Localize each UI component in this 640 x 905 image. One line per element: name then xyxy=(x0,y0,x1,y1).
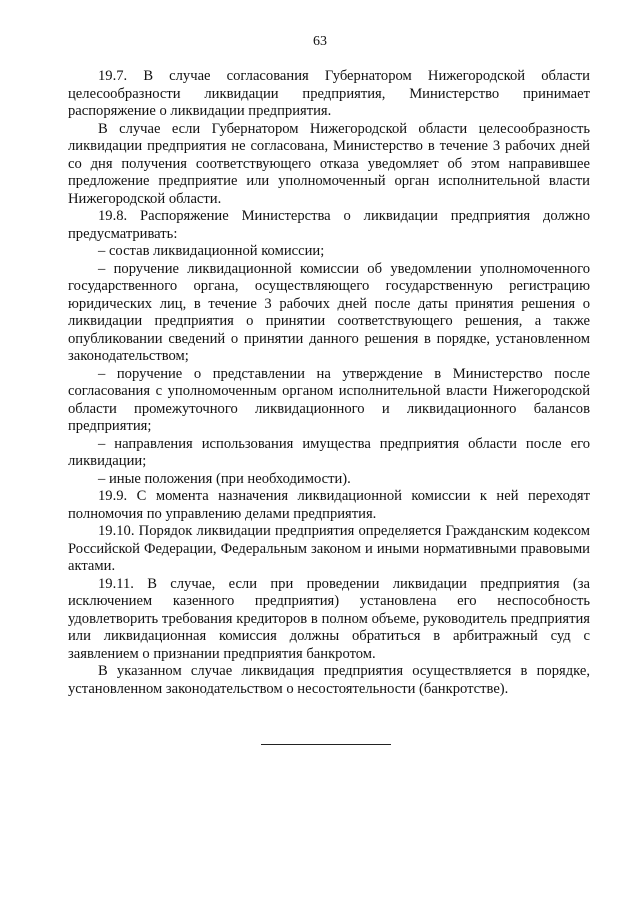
page-number: 63 xyxy=(313,34,327,49)
list-item-commission-composition: – состав ликвидационной комиссии; xyxy=(98,243,325,259)
list-item-property-use: – направления использования имущества предприятия области после его ликвидации; xyxy=(68,435,590,469)
document-body xyxy=(68,68,590,698)
list-item-notification-instruction: – поручение ликвидационной комиссии об уведомлении уполномоченного государственного органа, осуществляющего государственную регистрацию юридических лиц, в течение 3 рабочих дней после даты принятия решения о ликвидации предприятия о принятии соответствующего решения, а также опубликовании сведений о принятии данного решения в порядке, установленном законодательством; xyxy=(68,260,590,364)
paragraph-19-7: 19.7. В случае согласования Губернатором Нижегородской области целесообразности ликвидации предприятия, Министерство принимает распоряжение о ликвидации предприятия. xyxy=(68,68,590,119)
closing-divider xyxy=(261,744,391,745)
paragraph-19-9: 19.9. С момента назначения ликвидационной комиссии к ней переходят полномочия по управлению делами предприятия. xyxy=(68,488,590,522)
list-item-balance-approval: – поручение о представлении на утверждение в Министерство после согласования с уполномоченным органом исполнительной власти Нижегородской области промежуточного ликвидационного и ликвидационного балансов предприятия; xyxy=(68,365,590,434)
paragraph-bankruptcy-procedure: В указанном случае ликвидация предприятия осуществляется в порядке, установленном законодательством о несостоятельности (банкротстве). xyxy=(68,663,590,697)
paragraph-19-10: 19.10. Порядок ликвидации предприятия определяется Гражданским кодексом Российской Федерации, Федеральным законом и иными нормативными правовыми актами. xyxy=(68,523,590,574)
paragraph-19-11: 19.11. В случае, если при проведении ликвидации предприятия (за исключением казенного предприятия) установлена его неспособность удовлетворить требования кредиторов в полном объеме, руководитель предприятия или ликвидационная комиссия должны обратиться в арбитражный суд с заявлением о признании предприятия банкротом. xyxy=(68,575,590,662)
list-item-other-provisions: – иные положения (при необходимости). xyxy=(98,470,351,487)
paragraph-19-8: 19.8. Распоряжение Министерства о ликвидации предприятия должно предусматривать: xyxy=(68,208,590,242)
paragraph-19-7-refusal: В случае если Губернатором Нижегородской области целесообразность ликвидации предприятия не согласована, Министерство в течение 3 рабочих дней со дня получения соответствующего отказа уведомляет об этом направившее предложение предприятие или уполномоченный орган исполнительной власти Нижегородской области. xyxy=(68,120,590,207)
